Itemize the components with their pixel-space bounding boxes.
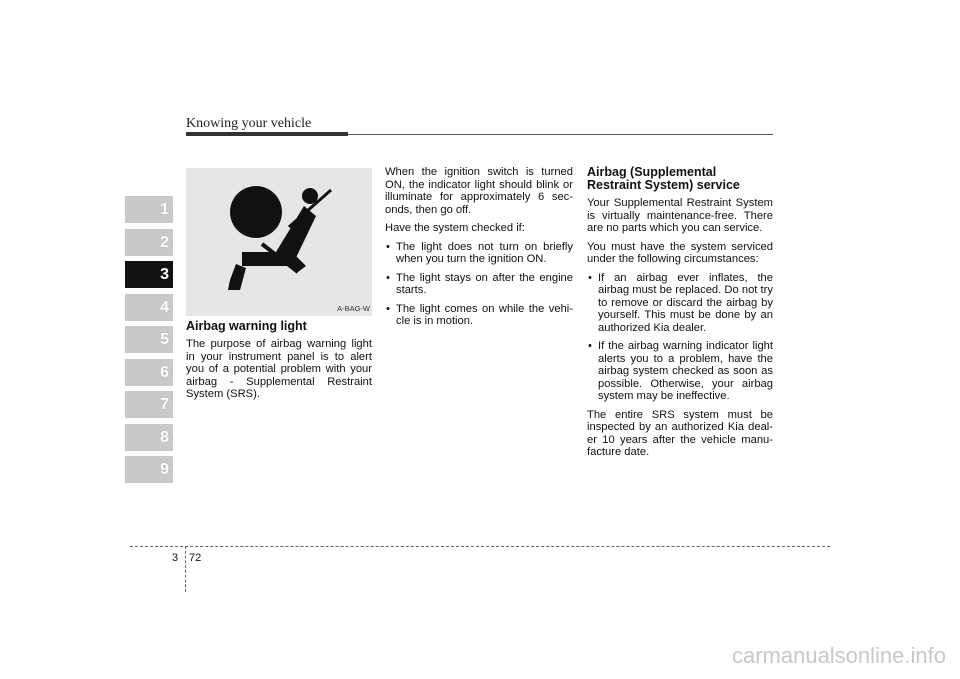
page-chapter: 3: [172, 552, 179, 564]
airbag-warning-icon: [216, 182, 346, 302]
chapter-tab-8[interactable]: 8: [125, 424, 173, 451]
chapter-tab-9[interactable]: 9: [125, 456, 173, 483]
paragraph-inspection: The entire SRS system must be inspected by an authorized Kia deal-er 10 years after the vehicle manu-facture date.: [587, 408, 773, 458]
paragraph-circumstances: You must have the system serviced under the following circumstances:: [587, 240, 773, 265]
list-item: • If the airbag warning indicator light alerts you to a problem, have the airbag system checked as soon as possible. Otherwise, your airbag system may be ineffective.: [587, 340, 773, 403]
chapter-tabs: [125, 196, 173, 489]
page-number: 72: [189, 552, 202, 564]
airbag-figure: [186, 168, 372, 316]
list-item: • If an airbag ever inflates, the airbag must be replaced. Do not try to remove or discard the airbag by yourself. This must be done by an authorized Kia dealer.: [587, 272, 773, 335]
paragraph-purpose: The purpose of airbag warning light in your instrument panel is to alert you of a potential problem with your airbag - Supplemental Restraint System (SRS).: [186, 338, 372, 400]
footer-rule: [130, 546, 830, 547]
column-ignition: [385, 166, 573, 334]
column-srs-service: [587, 166, 773, 465]
paragraph-ignition: When the ignition switch is turned ON, the indicator light should blink or illuminate for approximately 6 sec-onds, then go off.: [385, 166, 573, 216]
list-item: • The light does not turn on briefly when you turn the ignition ON.: [385, 241, 573, 266]
chapter-tab-5[interactable]: 5: [125, 326, 173, 353]
chapter-tab-4[interactable]: 4: [125, 294, 173, 321]
heading-srs-service: Airbag (Supplemental Restraint System) service: [587, 165, 740, 192]
chapter-tab-6[interactable]: 6: [125, 359, 173, 386]
service-list: [587, 272, 773, 403]
paragraph-maintenance: Your Supplemental Restraint System is virtually maintenance-free. There are no parts which you can service.: [587, 197, 773, 234]
chapter-tab-2[interactable]: 2: [125, 229, 173, 256]
figure-code: A-BAG-W: [337, 304, 370, 313]
list-item: • The light comes on while the vehi-cle is in motion.: [385, 303, 573, 328]
chapter-tab-7[interactable]: 7: [125, 391, 173, 418]
header-bar: [186, 132, 348, 136]
footer-divider: [185, 546, 186, 592]
chapter-tab-3[interactable]: 3: [125, 261, 173, 288]
column-airbag-warning: [186, 320, 372, 407]
paragraph-check: Have the system checked if:: [385, 222, 525, 234]
chapter-tab-1[interactable]: 1: [125, 196, 173, 223]
check-list: [385, 241, 573, 328]
heading-airbag-warning-light: Airbag warning light: [186, 319, 307, 333]
header-rule: [348, 134, 773, 135]
list-item: • The light stays on after the engine starts.: [385, 272, 573, 297]
header-title: Knowing your vehicle: [186, 116, 312, 131]
watermark: carmanualsonline.info: [731, 643, 946, 668]
